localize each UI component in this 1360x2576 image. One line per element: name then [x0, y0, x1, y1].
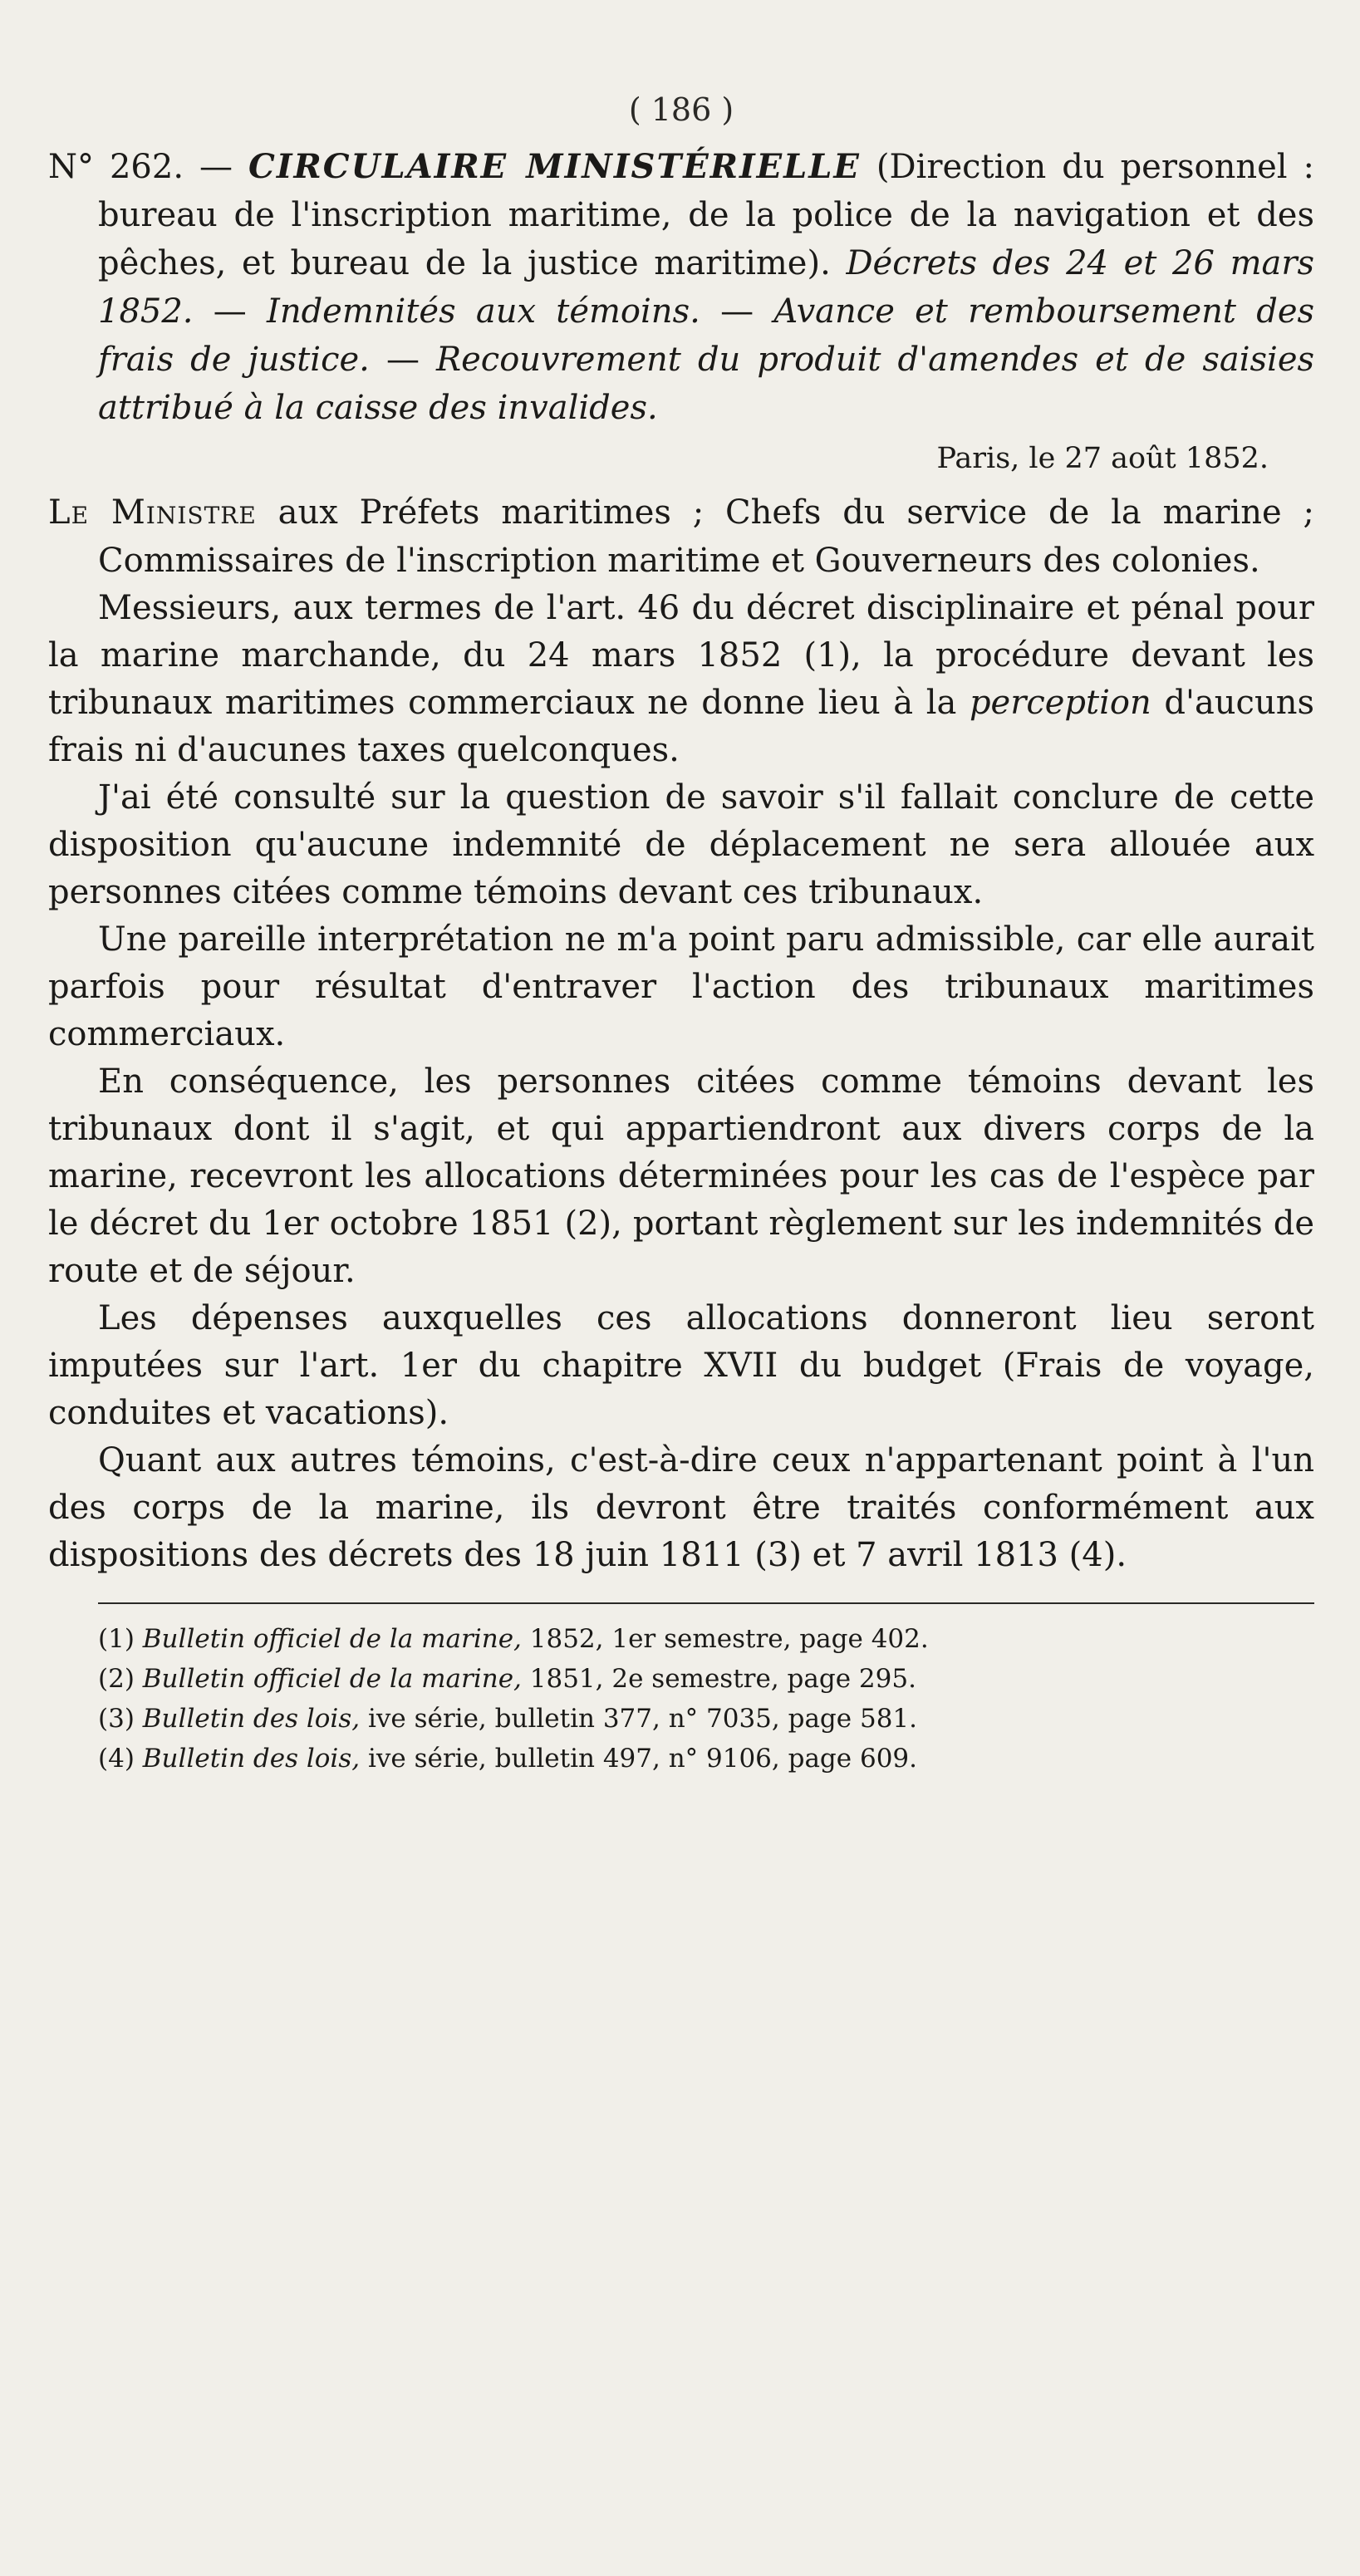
address-lead: Le Ministre	[48, 493, 257, 532]
footnote-detail: ive série, bulletin 497, n° 9106, page 609.	[367, 1744, 918, 1774]
footnote	[98, 1739, 1314, 1779]
footnote-detail: ive série, bulletin 377, n° 7035, page 581.	[367, 1704, 918, 1734]
circular-number: N° 262. —	[48, 148, 233, 186]
footnote-source: Bulletin des lois,	[142, 1744, 361, 1774]
circular-subject-avance: Avance et remboursement des frais de justice.	[98, 292, 1315, 379]
footnote-source: Bulletin officiel de la marine,	[142, 1664, 522, 1694]
footnote-detail: 1851, 2e semestre, page 295.	[529, 1664, 916, 1694]
footnote-source: Bulletin des lois,	[142, 1704, 361, 1734]
circular-subject-indemnites: Indemnités aux témoins.	[267, 292, 700, 331]
footnote-detail: 1852, 1er semestre, page 402.	[529, 1624, 929, 1654]
circular-header	[48, 143, 1314, 432]
paragraph: Quant aux autres témoins, c'est-à-dire ceux n'appartenant point à l'un des corps de la marine, ils devront être traités conformément aux dispositions des décrets des 18 juin 1811 (3) et 7 avril 1813 (4).	[48, 1441, 1314, 1574]
footnote-number: (1)	[98, 1624, 135, 1654]
paragraph: En conséquence, les personnes citées comme témoins devant les tribunaux dont il s'agit, et qui appartiendront aux divers corps de la marine, recevront les allocations déterminées pour les cas de l'espèce par le décret du 1er octobre 1851 (2), portant règlement sur les indemnités de route et de séjour.	[48, 1062, 1314, 1290]
address	[48, 488, 1314, 585]
footnote-source: Bulletin officiel de la marine,	[142, 1624, 522, 1654]
footnotes	[48, 1619, 1314, 1779]
paragraph: Une pareille interprétation ne m'a point paru admissible, car elle aurait parfois pour résultat d'entraver l'action des tribunaux maritimes commerciaux.	[48, 920, 1314, 1053]
paragraph: Les dépenses auxquelles ces allocations donneront lieu seront imputées sur l'art. 1er du chapitre XVII du budget (Frais de voyage, conduites et vacations).	[48, 1299, 1314, 1432]
separator: —	[213, 292, 247, 331]
paragraph-emphasis: perception	[969, 684, 1151, 722]
separator: —	[385, 341, 420, 379]
address-recipients: aux Préfets maritimes ; Chefs du service de la marine ; Commissaires de l'inscription maritime et Gouverneurs des colonies.	[98, 493, 1314, 580]
footnote	[98, 1619, 1314, 1659]
footnote	[98, 1699, 1314, 1739]
footnote-number: (3)	[98, 1704, 135, 1734]
circular-direction: (Direction du personnel : bureau de l'inscription maritime, de la police de la navigation et des pêches, et bureau de la justice maritime).	[98, 148, 1315, 282]
paragraph: J'ai été consulté sur la question de savoir s'il fallait conclure de cette disposition qu'aucune indemnité de déplacement ne sera allouée aux personnes citées comme témoins devant ces tribunaux.	[48, 778, 1314, 911]
place-date: Paris, le 27 août 1852.	[936, 442, 1269, 475]
footnote-number: (4)	[98, 1744, 135, 1774]
footnote-number: (2)	[98, 1664, 135, 1694]
paragraph-text: Messieurs, aux termes de l'art. 46 du décret disciplinaire et pénal pour la marine marchande, du 24 mars 1852 (1), la procédure devant les tribunaux maritimes commerciaux ne donne lieu à la	[48, 589, 1314, 722]
circular-subject-recouvrement: Recouvrement du produit d'amendes et de saisies attribué à la caisse des invalides.	[98, 341, 1315, 427]
separator: —	[720, 292, 754, 331]
paragraph-text: d'aucuns frais ni d'aucunes taxes quelconques.	[48, 684, 1315, 769]
page-number: ( 186 )	[628, 91, 734, 128]
footnote	[98, 1659, 1314, 1699]
circular-title: CIRCULAIRE MINISTÉRIELLE	[248, 147, 861, 186]
paragraph	[48, 585, 1314, 774]
footnote-divider	[98, 1602, 1314, 1604]
circular-decrets: Décrets des 24 et 26 mars 1852.	[98, 244, 1315, 331]
